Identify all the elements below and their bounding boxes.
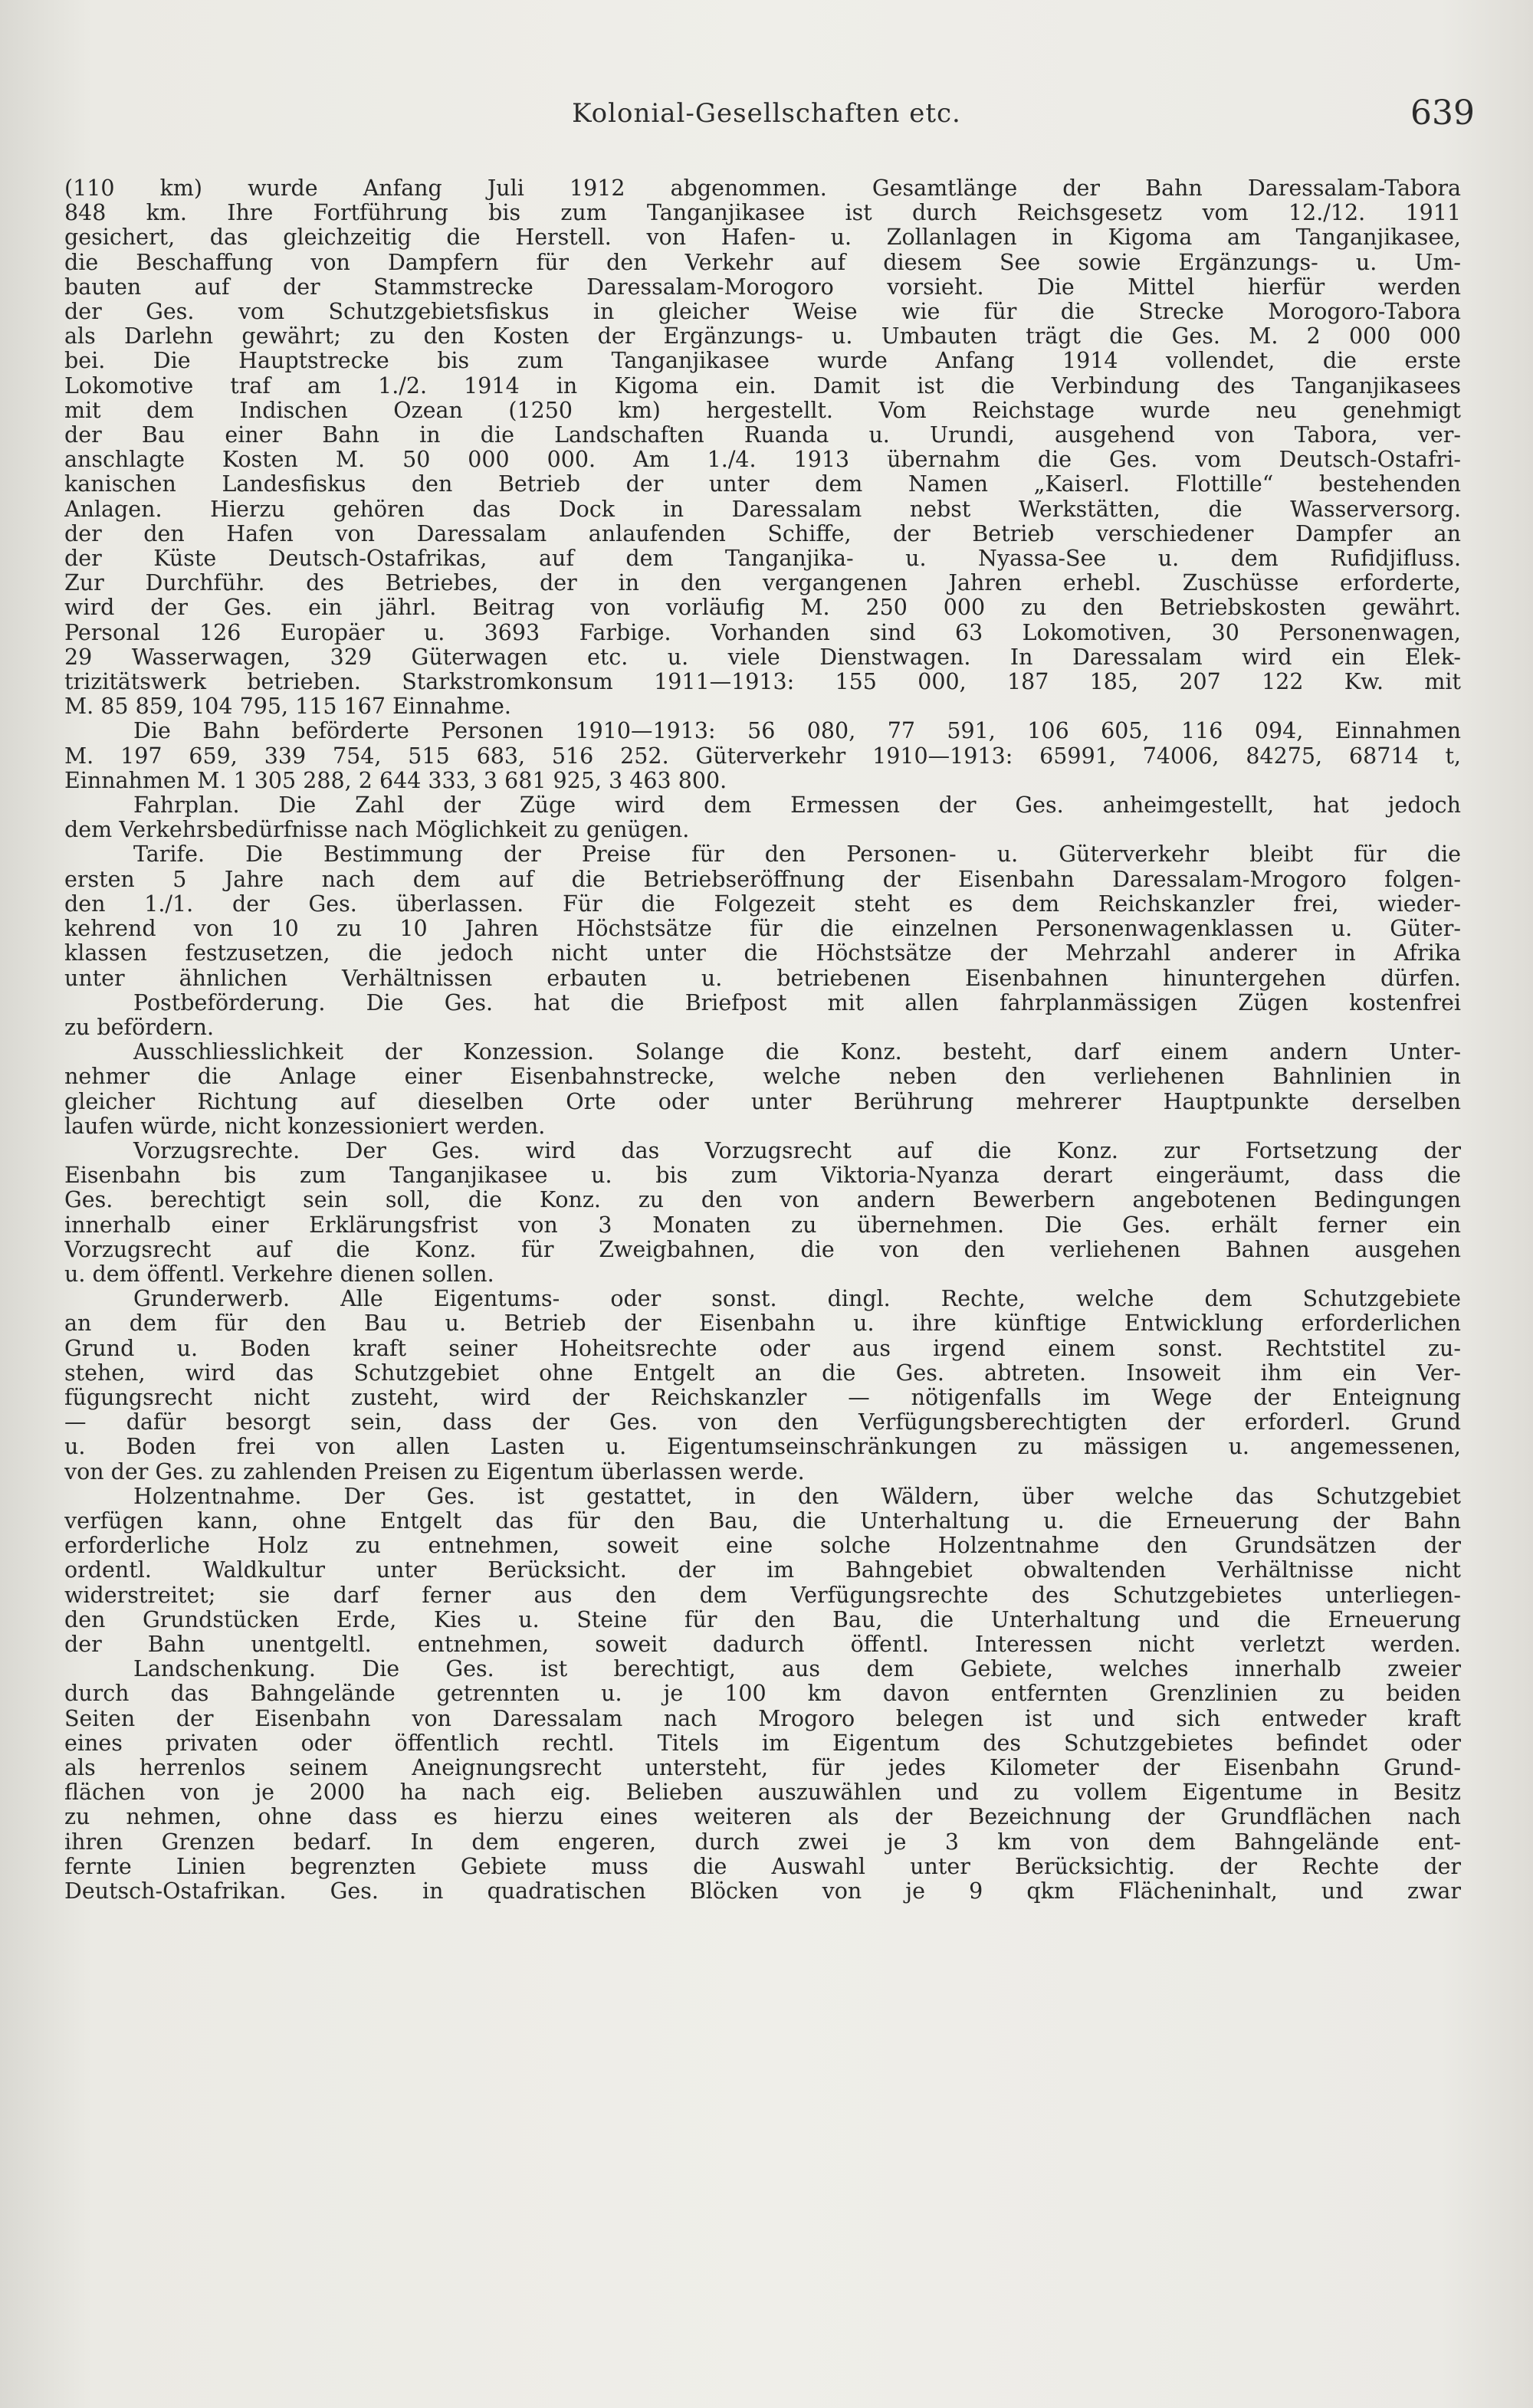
text-line: den 1./1. der Ges. überlassen. Für die Folgezeit steht es dem Reichskanzler frei, wieder- <box>64 891 1461 917</box>
text-line: 848 km. Ihre Fortführung bis zum Tanganjikasee ist durch Reichsgesetz vom 12./12. 1911 <box>64 201 1461 226</box>
text-line: Grund u. Boden kraft seiner Hoheitsrechte oder aus irgend einem sonst. Rechtstitel zu- <box>64 1336 1461 1361</box>
text-line: widerstreitet; sie darf ferner aus den dem Verfügungsrechte des Schutzgebietes unterliegen- <box>64 1583 1461 1608</box>
text-line: zu nehmen, ohne dass es hierzu eines weiteren als der Bezeichnung der Grundflächen nach <box>64 1805 1461 1830</box>
text-line: Ges. berechtigt sein soll, die Konz. zu den von andern Bewerbern angebotenen Bedingungen <box>64 1188 1461 1213</box>
text-line: gleicher Richtung auf dieselben Orte oder unter Berührung mehrerer Hauptpunkte derselben <box>64 1089 1461 1114</box>
text-line: eines privaten oder öffentlich rechtl. Titels im Eigentum des Schutzgebietes befindet oder <box>64 1731 1461 1756</box>
text-line: die Beschaffung von Dampfern für den Verkehr auf diesem See sowie Ergänzungs- u. Um- <box>64 250 1461 275</box>
text-line: 29 Wasserwagen, 329 Güterwagen etc. u. viele Dienstwagen. In Daressalam wird ein Elek- <box>64 645 1461 670</box>
text-line: als Darlehn gewährt; zu den Kosten der Ergänzungs- u. Umbauten trägt die Ges. M. 2 000 000 <box>64 324 1461 349</box>
text-line: Fahrplan. Die Zahl der Züge wird dem Ermessen der Ges. anheimgestellt, hat jedoch <box>133 793 1461 819</box>
text-line: Ausschliesslichkeit der Konzession. Solange die Konz. besteht, darf einem andern Unter- <box>133 1040 1461 1065</box>
text-line: als herrenlos seinem Aneignungsrecht untersteht, für jedes Kilometer der Eisenbahn Grund- <box>64 1756 1461 1780</box>
text-line: Einnahmen M. 1 305 288, 2 644 333, 3 681 925, 3 463 800. <box>64 768 727 793</box>
text-line: der Küste Deutsch-Ostafrikas, auf dem Tanganjika- u. Nyassa-See u. dem Rufidjifluss. <box>64 546 1461 572</box>
text-line: durch das Bahngelände getrennten u. je 100 km davon entfernten Grenzlinien zu beiden <box>64 1681 1461 1707</box>
text-line: verfügen kann, ohne Entgelt das für den Bau, die Unterhaltung u. die Erneuerung der Bahn <box>64 1508 1461 1534</box>
text-line: bei. Die Hauptstrecke bis zum Tanganjikasee wurde Anfang 1914 vollendet, die erste <box>64 349 1461 374</box>
text-line: u. dem öffentl. Verkehre dienen sollen. <box>64 1261 494 1287</box>
text-line: Anlagen. Hierzu gehören das Dock in Daressalam nebst Werkstätten, die Wasserversorg. <box>64 497 1461 522</box>
text-line: Eisenbahn bis zum Tanganjikasee u. bis zum Viktoria-Nyanza derart eingeräumt, dass die <box>64 1163 1461 1189</box>
text-line: Personal 126 Europäer u. 3693 Farbige. Vorhanden sind 63 Lokomotiven, 30 Personenwagen, <box>64 620 1461 645</box>
text-line: klassen festzusetzen, die jedoch nicht unter die Höchstsätze der Mehrzahl anderer in Afrika <box>64 941 1461 966</box>
text-line: der Ges. vom Schutzgebietsfiskus in gleicher Weise wie für die Strecke Morogoro-Tabora <box>64 300 1461 325</box>
text-line: kanischen Landesfiskus den Betrieb der unter dem Namen „Kaiserl. Flottille“ bestehenden <box>64 472 1461 497</box>
text-line: trizitätswerk betrieben. Starkstromkonsum 1911—1913: 155 000, 187 185, 207 122 Kw. mit <box>64 670 1461 695</box>
text-line: laufen würde, nicht konzessioniert werden. <box>64 1114 546 1139</box>
running-header <box>0 93 1533 139</box>
text-line: flächen von je 2000 ha nach eig. Belieben auszuwählen und zu vollem Eigentume in Besitz <box>64 1780 1461 1806</box>
text-line: Vorzugsrecht auf die Konz. für Zweigbahnen, die von den verliehenen Bahnen ausgehen <box>64 1237 1461 1262</box>
text-line: M. 197 659, 339 754, 515 683, 516 252. Güterverkehr 1910—1913: 65991, 74006, 84275, 68714 t, <box>64 743 1461 769</box>
text-line: Die Bahn beförderte Personen 1910—1913: 56 080, 77 591, 106 605, 116 094, Einnahmen <box>133 719 1461 744</box>
text-line: dem Verkehrsbedürfnisse nach Möglichkeit zu genügen. <box>64 818 690 843</box>
text-line: Holzentnahme. Der Ges. ist gestattet, in den Wäldern, über welche das Schutzgebiet <box>133 1484 1461 1509</box>
text-line: kehrend von 10 zu 10 Jahren Höchstsätze für die einzelnen Personenwagenklassen u. Güter- <box>64 917 1461 942</box>
running-title: Kolonial-Gesellschaften etc. <box>572 98 961 129</box>
text-line: innerhalb einer Erklärungsfrist von 3 Monaten zu übernehmen. Die Ges. erhält ferner ein <box>64 1212 1461 1238</box>
text-line: nehmer die Anlage einer Eisenbahnstrecke, welche neben den verliehenen Bahnlinien in <box>64 1065 1461 1090</box>
text-line: M. 85 859, 104 795, 115 167 Einnahme. <box>64 694 511 720</box>
text-line: an dem für den Bau u. Betrieb der Eisenbahn u. ihre künftige Entwicklung erforderlichen <box>64 1311 1461 1337</box>
text-line: anschlagte Kosten M. 50 000 000. Am 1./4. 1913 übernahm die Ges. vom Deutsch-Ostafri- <box>64 448 1461 473</box>
text-line: Deutsch-Ostafrikan. Ges. in quadratischen Blöcken von je 9 qkm Flächeninhalt, und zwar <box>64 1879 1461 1904</box>
text-line: erforderliche Holz zu entnehmen, soweit eine solche Holzentnahme den Grundsätzen der <box>64 1534 1461 1559</box>
text-line: ersten 5 Jahre nach dem auf die Betriebseröffnung der Eisenbahn Daressalam-Mrogoro folgen- <box>64 867 1461 892</box>
text-line: der den Hafen von Daressalam anlaufenden Schiffe, der Betrieb verschiedener Dampfer an <box>64 521 1461 546</box>
text-line: Landschenkung. Die Ges. ist berechtigt, aus dem Gebiete, welches innerhalb zweier <box>133 1657 1461 1682</box>
text-line: stehen, wird das Schutzgebiet ohne Entgelt an die Ges. abtreten. Insoweit ihm ein Ver- <box>64 1360 1461 1386</box>
text-line: der Bau einer Bahn in die Landschaften Ruanda u. Urundi, ausgehend von Tabora, ver- <box>64 423 1461 448</box>
text-line: Vorzugsrechte. Der Ges. wird das Vorzugsrecht auf die Konz. zur Fortsetzung der <box>133 1138 1461 1163</box>
text-line: fernte Linien begrenzten Gebiete muss die Auswahl unter Berücksichtig. der Rechte der <box>64 1854 1461 1879</box>
text-line: wird der Ges. ein jährl. Beitrag von vorläufig M. 250 000 zu den Betriebskosten gewährt. <box>64 595 1461 621</box>
body-text <box>64 176 1461 1904</box>
text-line: Postbeförderung. Die Ges. hat die Briefpost mit allen fahrplanmässigen Zügen kostenfrei <box>133 990 1461 1015</box>
text-line: den Grundstücken Erde, Kies u. Steine für den Bau, die Unterhaltung und die Erneuerung <box>64 1607 1461 1632</box>
text-line: Zur Durchführ. des Betriebes, der in den vergangenen Jahren erhebl. Zuschüsse erforderte, <box>64 571 1461 596</box>
text-line: — dafür besorgt sein, dass der Ges. von den Verfügungsberechtigten der erforderl. Grund <box>64 1410 1461 1435</box>
text-line: Lokomotive traf am 1./2. 1914 in Kigoma ein. Damit ist die Verbindung des Tanganjikasees <box>64 373 1461 399</box>
text-line: ordentl. Waldkultur unter Berücksicht. der im Bahngebiet obwaltenden Verhältnisse nicht <box>64 1558 1461 1583</box>
text-line: gesichert, das gleichzeitig die Herstell. von Hafen- u. Zollanlagen in Kigoma am Tanganjikasee, <box>64 225 1461 251</box>
text-line: Grunderwerb. Alle Eigentums- oder sonst. dingl. Rechte, welche dem Schutzgebiete <box>133 1287 1461 1312</box>
text-line: u. Boden frei von allen Lasten u. Eigentumseinschränkungen zu mässigen u. angemessenen, <box>64 1435 1461 1460</box>
text-line: der Bahn unentgeltl. entnehmen, soweit dadurch öffentl. Interessen nicht verletzt werden. <box>64 1632 1461 1657</box>
text-line: bauten auf der Stammstrecke Daressalam-Morogoro vorsieht. Die Mittel hierfür werden <box>64 274 1461 300</box>
text-line: unter ähnlichen Verhältnissen erbauten u. betriebenen Eisenbahnen hinuntergehen dürfen. <box>64 966 1461 991</box>
text-line: Tarife. Die Bestimmung der Preise für den Personen- u. Güterverkehr bleibt für die <box>133 842 1461 868</box>
text-line: fügungsrecht nicht zusteht, wird der Reichskanzler — nötigenfalls im Wege der Enteignung <box>64 1385 1461 1410</box>
page-number: 639 <box>1410 93 1475 133</box>
text-line: zu befördern. <box>64 1015 215 1040</box>
text-line: ihren Grenzen bedarf. In dem engeren, durch zwei je 3 km von dem Bahngelände ent- <box>64 1829 1461 1855</box>
text-line: von der Ges. zu zahlenden Preisen zu Eigentum überlassen werde. <box>64 1459 805 1484</box>
text-line: Seiten der Eisenbahn von Daressalam nach Mrogoro belegen ist und sich entweder kraft <box>64 1706 1461 1731</box>
text-line: mit dem Indischen Ozean (1250 km) hergestellt. Vom Reichstage wurde neu genehmigt <box>64 398 1461 423</box>
text-line: (110 km) wurde Anfang Juli 1912 abgenommen. Gesamtlänge der Bahn Daressalam-Tabora <box>64 176 1461 201</box>
